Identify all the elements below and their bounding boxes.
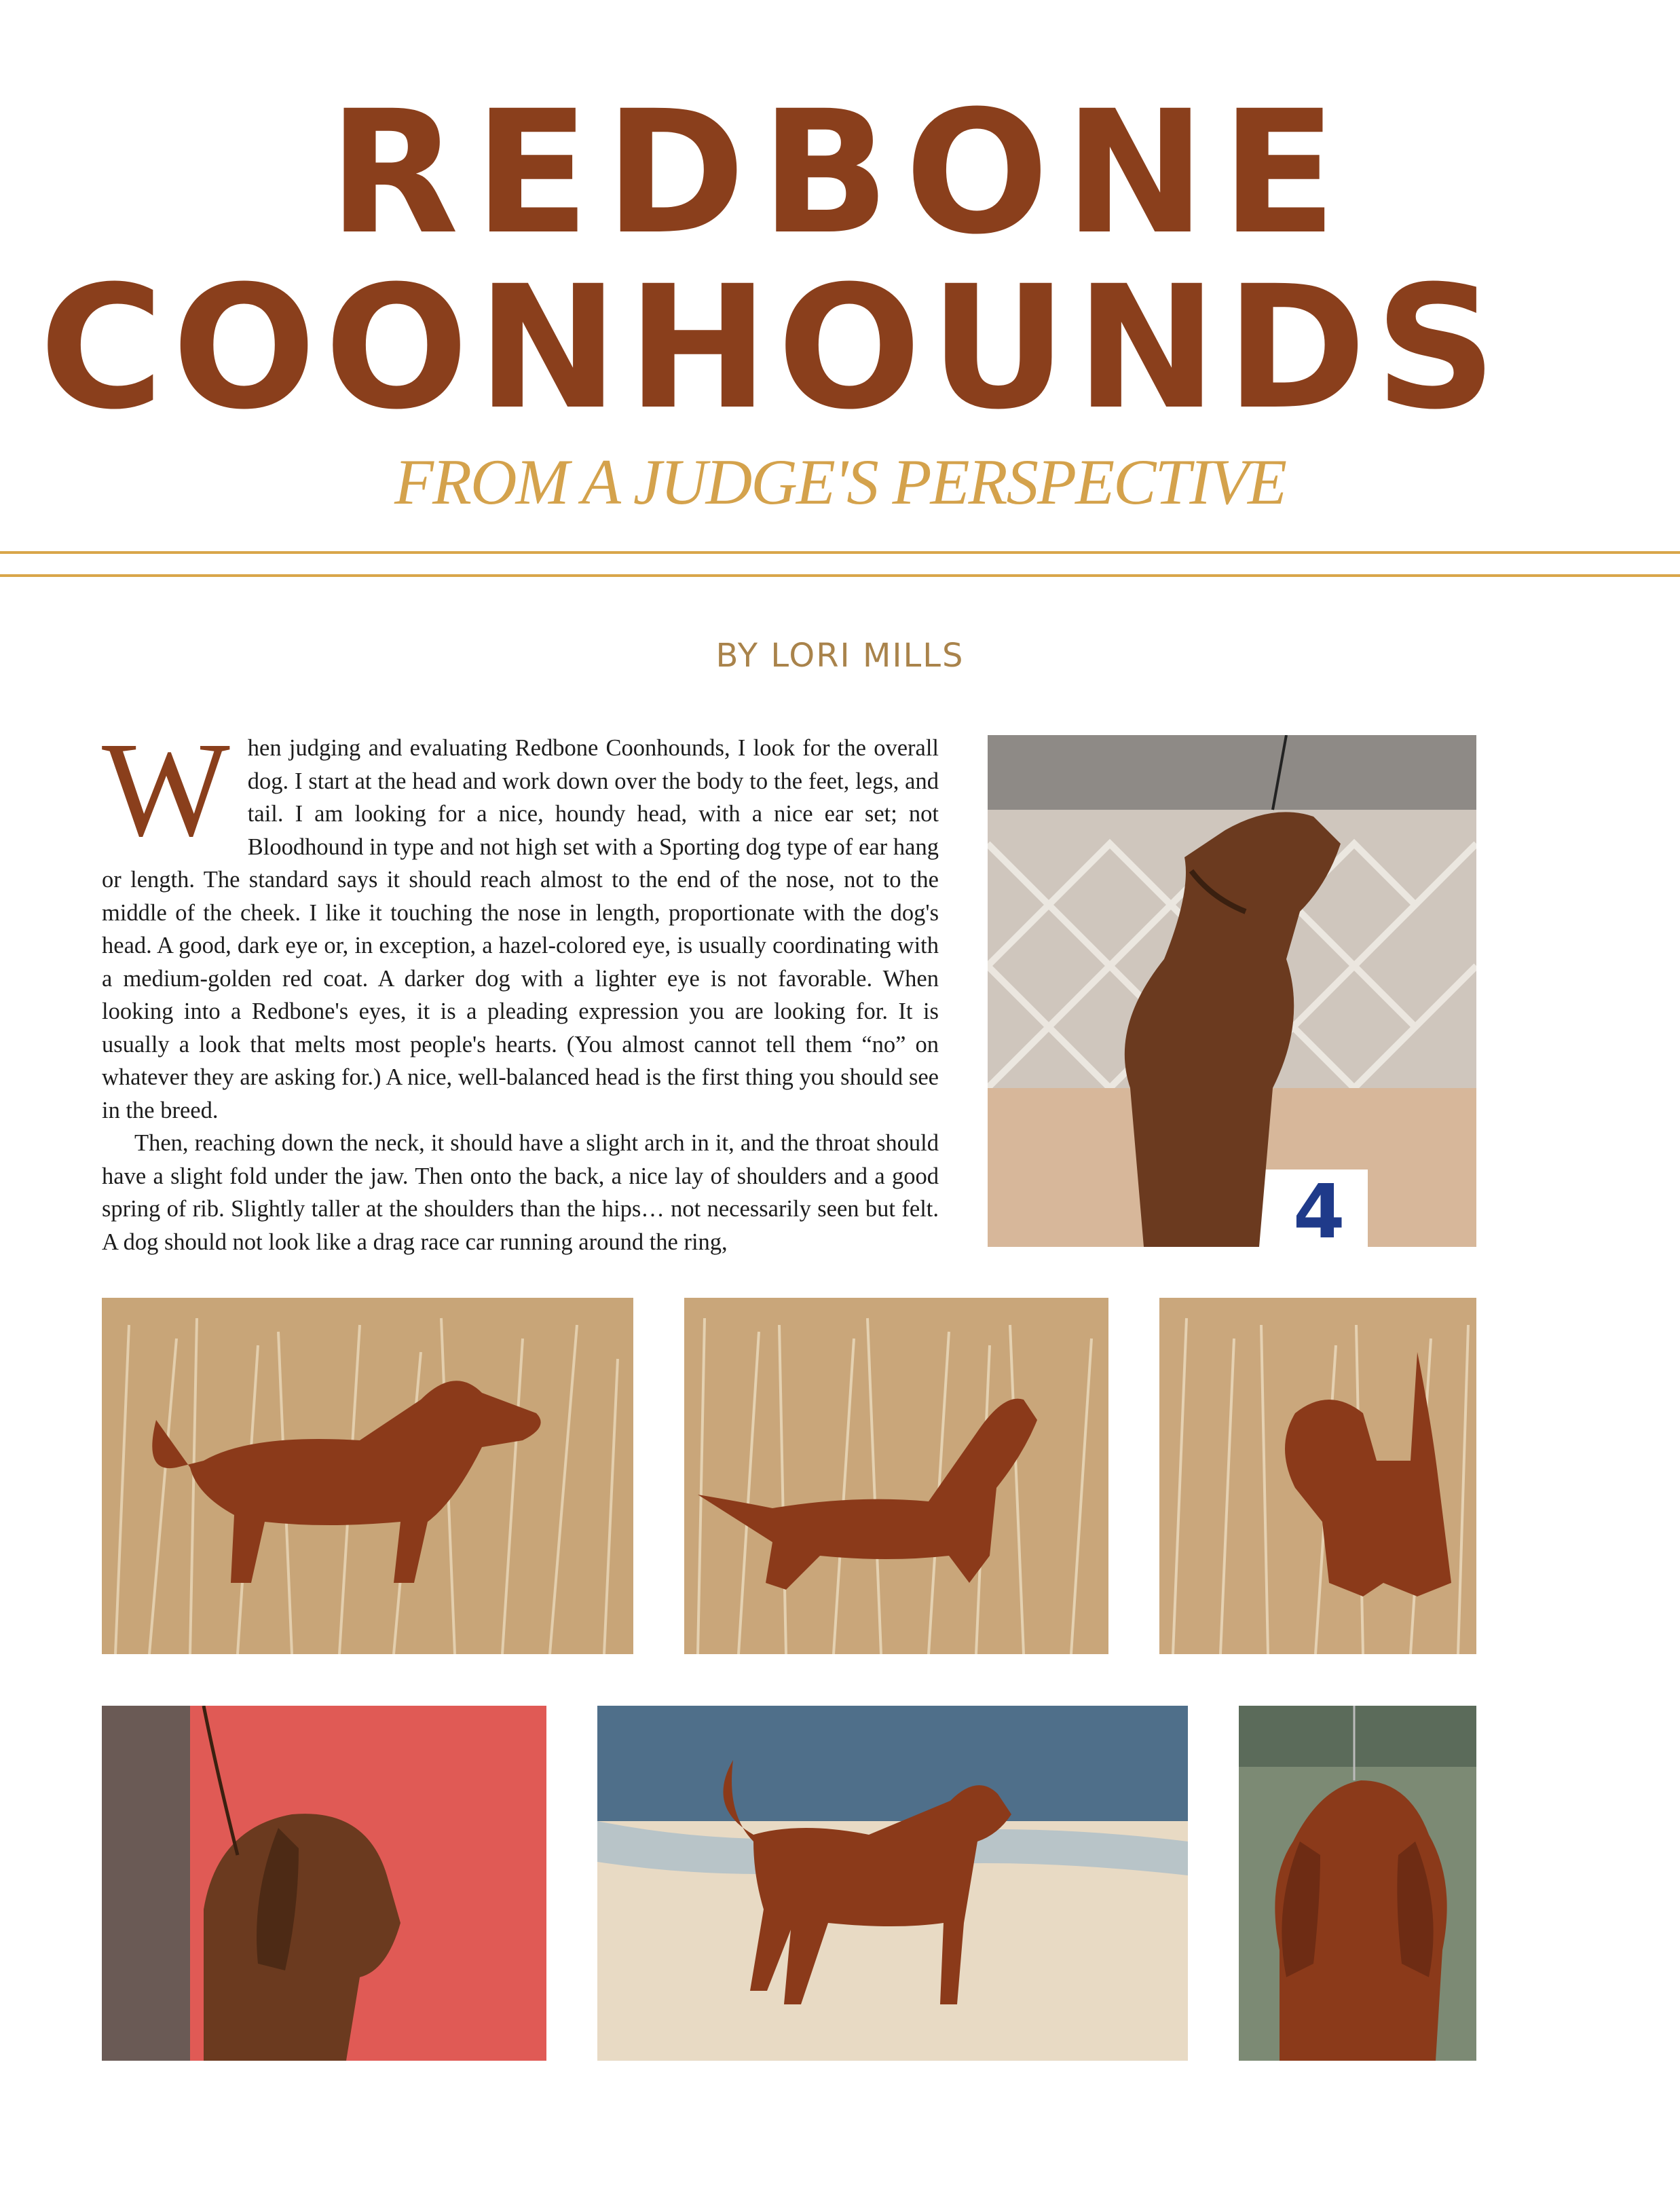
photo-hound-head-outdoors (1239, 1706, 1476, 2061)
byline: BY LORI MILLS (715, 637, 965, 675)
photo-hound-facing-forward (1159, 1298, 1476, 1654)
headline-line-1: REDBONE (328, 74, 1352, 272)
divider-rule-top (0, 551, 1680, 554)
subtitle: FROM A JUDGE'S PERSPECTIVE (394, 446, 1286, 518)
article-paragraph-1 (102, 715, 939, 1127)
paragraph-1-text: hen judging and evaluating Redbone Coonhounds, I look for the overall dog. I start at the head and work down over the body to the feet, legs, and tail. I am looking for a nice, houndy head, with a nice ear set; not Bloodhound in type and not high set with a Sporting dog type of ear hang or length. The standard says it should reach almost to the end of the nose, not to the middle of the cheek. I like it touching the nose in length, proportionate with the dog's head. A good, dark eye or, in exception, a hazel-colored eye, is usually coordinating with a medium-golden red coat. A darker dog with a lighter eye is not favorable. When looking into a Redbone's eyes, it is a pleading expression you are looking for. It is usually a look that melts most people's hearts. (You almost cannot tell them “no” on whatever they are asking for.) A nice, well-balanced head is the first thing you should see in the breed. (102, 735, 939, 1123)
divider-rule-bottom (0, 574, 1680, 577)
headline-line-2: COONHOUNDS (39, 249, 1506, 447)
photo-hound-on-beach (597, 1706, 1188, 2061)
ring-number: 4 (1293, 1168, 1345, 1247)
drop-cap: W (102, 715, 230, 865)
article-body (102, 715, 939, 1258)
photo-hound-head-red-backdrop (102, 1706, 546, 2061)
article-paragraph-2: Then, reaching down the neck, it should have a slight arch in it, and the throat should have a slight fold under the jaw. Then onto the back, a nice lay of shoulders and a good spring of rib. Slightly taller at the shoulders than the hips… not necessarily seen but felt. A dog should not look like a drag race car running around the ring, (102, 1130, 939, 1255)
photo-hound-in-grass-left (102, 1298, 633, 1654)
photo-show-ring-hound (988, 735, 1476, 1247)
photo-hound-baying (684, 1298, 1108, 1654)
